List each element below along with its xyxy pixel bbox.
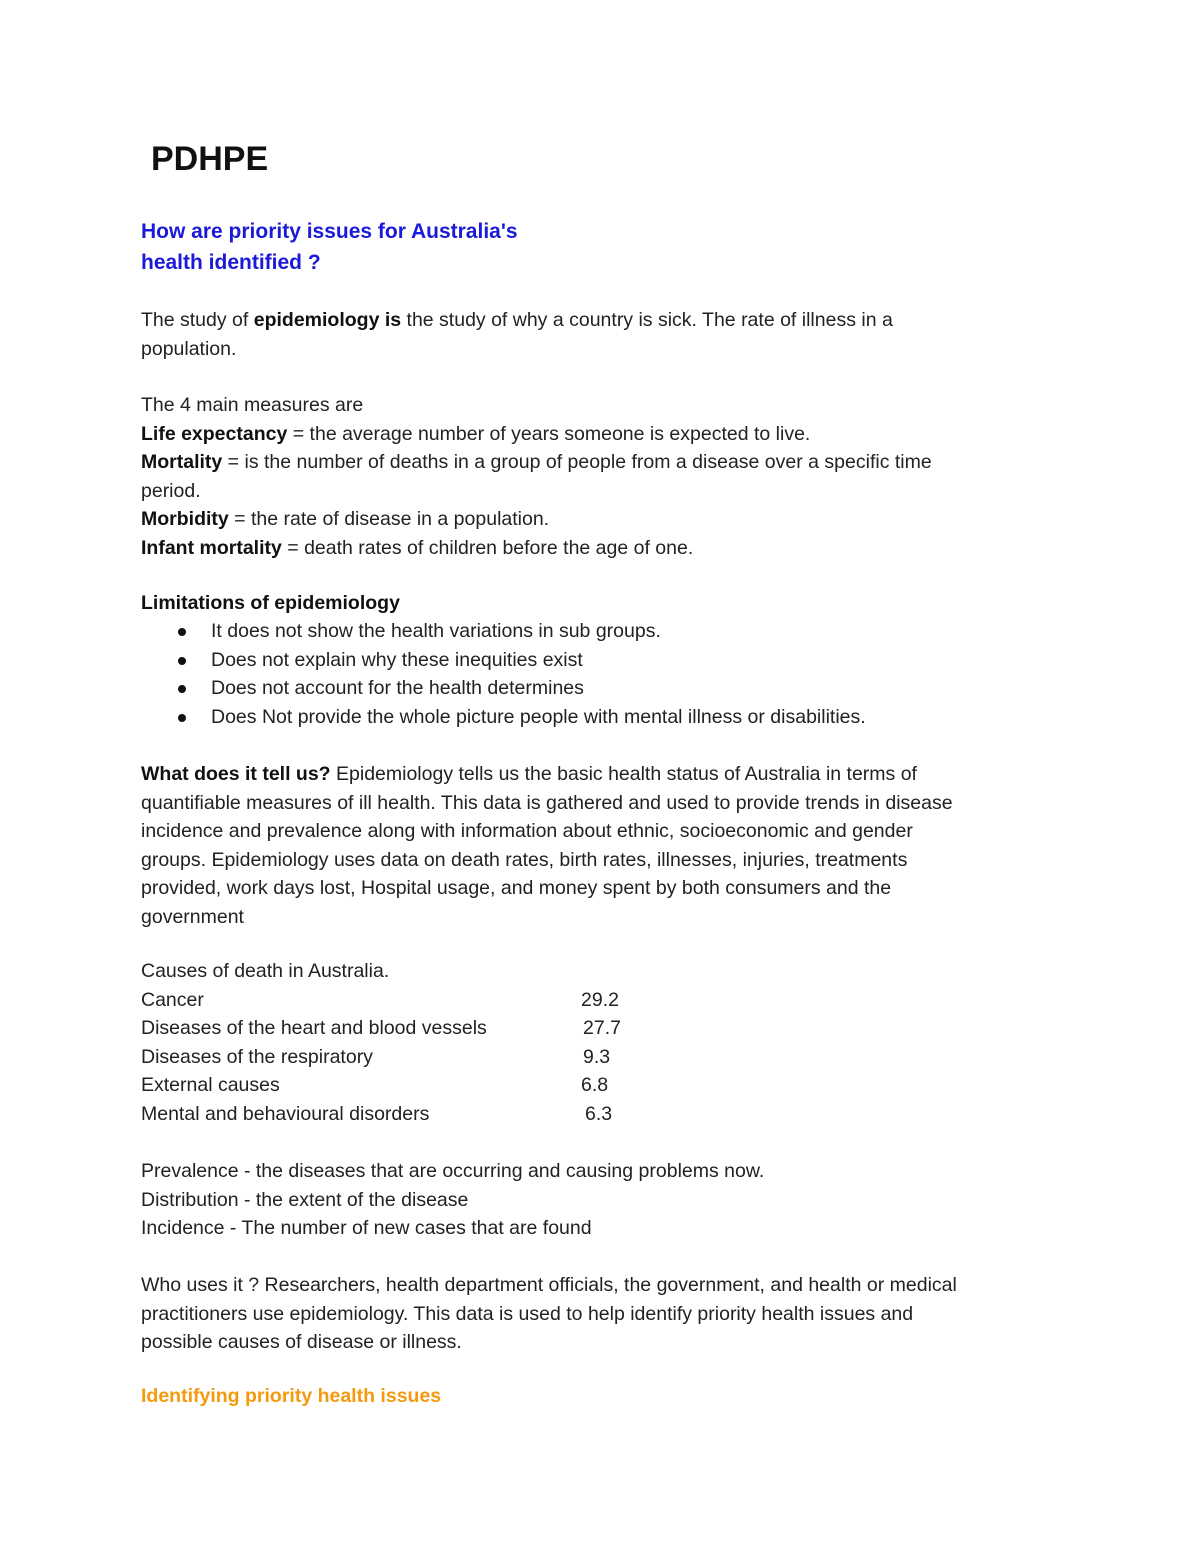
bullet-icon <box>178 628 186 636</box>
definition-text: = the average number of years someone is expected to live. <box>287 422 811 445</box>
measure-mortality <box>141 448 1061 477</box>
list-item <box>141 617 866 646</box>
bold-term: What does it tell us? <box>141 763 331 785</box>
intro-paragraph <box>141 306 1061 363</box>
measures-lead: The 4 main measures are <box>141 394 364 416</box>
limitations-list <box>141 617 866 731</box>
heading-line: How are priority issues for Australia's <box>141 220 518 243</box>
list-item-text: Does Not provide the whole picture people with mental illness or disabilities. <box>211 705 866 728</box>
measure-life-expectancy <box>141 420 1061 449</box>
cause-value: 6.3 <box>585 1102 613 1125</box>
text-line: government <box>141 905 244 928</box>
text-run: the study of why a country is sick. The rate of illness in a <box>401 309 893 331</box>
text-line: practitioners use epidemiology. This data is used to help identify priority health issues and <box>141 1302 914 1325</box>
measure-infant-mortality <box>141 534 1061 563</box>
list-item <box>141 674 866 703</box>
list-item-text: Does not explain why these inequities exist <box>211 648 583 671</box>
text-line: provided, work days lost, Hospital usage, and money spent by both consumers and the <box>141 877 892 899</box>
measures-paragraph <box>141 391 1061 562</box>
section-heading-identifying: Identifying priority health issues <box>141 1385 442 1407</box>
text-line: Prevalence - the diseases that are occurring and causing problems now. <box>141 1160 765 1182</box>
text-line <box>141 760 1061 789</box>
text-line: groups. Epidemiology uses data on death rates, birth rates, illnesses, injuries, treatments <box>141 848 908 871</box>
measure-mortality-cont: period. <box>141 479 201 502</box>
page-title: PDHPE <box>151 140 269 178</box>
cause-label: Diseases of the heart and blood vessels <box>141 1017 487 1039</box>
section-heading-priority-issues <box>141 216 518 278</box>
table-row <box>141 1043 611 1072</box>
list-item <box>141 703 866 732</box>
text-line <box>141 306 1061 335</box>
table-row <box>141 1100 613 1129</box>
text-line: population. <box>141 337 237 360</box>
table-row <box>141 986 619 1015</box>
cause-value: 6.8 <box>581 1074 609 1096</box>
definition-text: = death rates of children before the age of one. <box>281 536 694 559</box>
text-run: Epidemiology tells us the basic health status of Australia in terms of <box>330 763 917 785</box>
list-item <box>141 646 866 675</box>
definitions-paragraph <box>141 1157 1061 1243</box>
limitations-heading <box>141 589 1061 618</box>
text-line: Distribution - the extent of the disease <box>141 1188 469 1211</box>
text-line: incidence and prevalence along with information about ethnic, socioeconomic and gender <box>141 820 913 842</box>
text-line: possible causes of disease or illness. <box>141 1331 462 1353</box>
bullet-icon <box>178 714 186 722</box>
causes-of-death-table <box>141 957 621 1128</box>
table-row <box>141 1014 621 1043</box>
cause-value: 9.3 <box>583 1045 611 1068</box>
limitations-heading-text: Limitations of epidemiology <box>141 592 400 614</box>
who-uses-paragraph <box>141 1271 1061 1357</box>
cause-value: 27.7 <box>583 1017 621 1039</box>
measure-morbidity <box>141 505 1061 534</box>
definition-text: = is the number of deaths in a group of people from a disease over a specific time <box>222 451 932 473</box>
cause-label: Diseases of the respiratory <box>141 1045 373 1068</box>
bullet-icon <box>178 685 186 693</box>
table-row <box>141 1071 609 1100</box>
bullet-icon <box>178 657 186 665</box>
bold-term: Infant mortality <box>141 536 282 559</box>
definition-text: = the rate of disease in a population. <box>228 508 550 530</box>
causes-heading: Causes of death in Australia. <box>141 960 390 982</box>
cause-label: Cancer <box>141 988 204 1011</box>
text-line: Incidence - The number of new cases that are found <box>141 1217 592 1239</box>
text-line: quantifiable measures of ill health. This data is gathered and used to provide trends in disease <box>141 791 953 814</box>
bold-term: Life expectancy <box>141 422 288 445</box>
bold-term: Morbidity <box>141 508 229 530</box>
text-line: Who uses it ? Researchers, health department officials, the government, and health or medical <box>141 1274 957 1296</box>
heading-line: health identified ? <box>141 251 321 274</box>
tell-us-paragraph <box>141 760 1061 931</box>
list-item-text: Does not account for the health determines <box>211 677 584 699</box>
bold-term: epidemiology is <box>253 309 402 331</box>
cause-label: External causes <box>141 1074 280 1096</box>
list-item-text: It does not show the health variations in sub groups. <box>211 620 661 642</box>
cause-value: 29.2 <box>581 988 619 1011</box>
cause-label: Mental and behavioural disorders <box>141 1102 430 1125</box>
bold-term: Mortality <box>141 451 223 473</box>
text-run: The study of <box>141 309 254 331</box>
